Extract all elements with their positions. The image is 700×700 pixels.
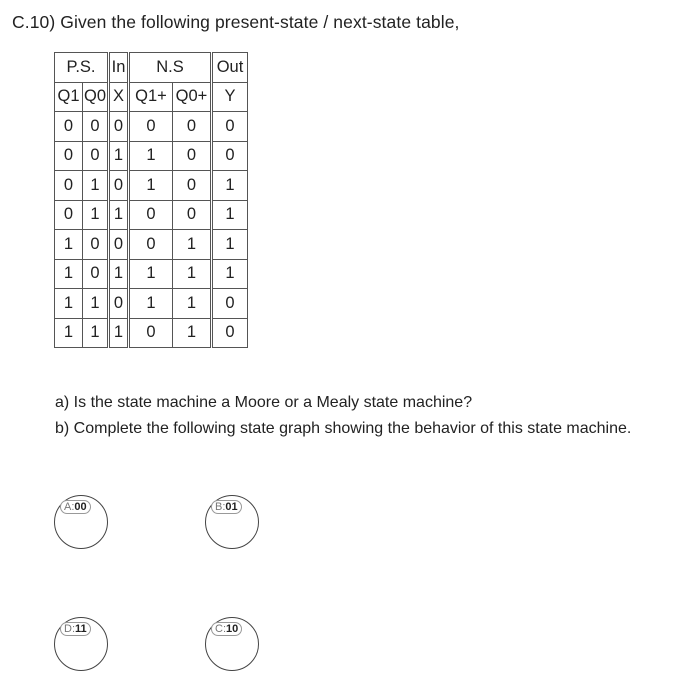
table-cell: 0 [55, 112, 83, 142]
column-header: X [109, 82, 129, 112]
table-cell: 0 [129, 230, 173, 260]
table-cell: 1 [173, 259, 212, 289]
table-cell: 1 [55, 259, 83, 289]
table-cell: 1 [173, 289, 212, 319]
column-header: Q1+ [129, 82, 173, 112]
table-cell: 1 [55, 230, 83, 260]
table-row [55, 289, 248, 319]
table-cell: 1 [83, 171, 109, 201]
state-label-a: A:00 [60, 500, 91, 514]
table-cell: 0 [173, 200, 212, 230]
table-cell: 0 [109, 230, 129, 260]
table-cell: 1 [109, 259, 129, 289]
table-cell: 1 [212, 200, 248, 230]
table-cell: 1 [109, 141, 129, 171]
table-row [55, 230, 248, 260]
table-cell: 1 [55, 318, 83, 348]
table-cell: 1 [173, 318, 212, 348]
table-cell: 0 [212, 141, 248, 171]
table-cell: 0 [212, 318, 248, 348]
table-cell: 0 [83, 141, 109, 171]
column-header: Q0 [83, 82, 109, 112]
table-column-header-row [55, 82, 248, 112]
table-cell: 1 [129, 289, 173, 319]
state-table [54, 52, 248, 348]
table-cell: 0 [212, 112, 248, 142]
table-cell: 0 [173, 141, 212, 171]
table-cell: 0 [173, 112, 212, 142]
table-cell: 0 [55, 171, 83, 201]
table-cell: 1 [83, 289, 109, 319]
state-node-b [205, 495, 259, 549]
table-cell: 0 [109, 171, 129, 201]
table-cell: 1 [55, 289, 83, 319]
question-heading: C.10) Given the following present-state / next-state table, [12, 12, 460, 32]
table-cell: 1 [173, 230, 212, 260]
table-row [55, 200, 248, 230]
table-row [55, 259, 248, 289]
state-label-b: B:01 [211, 500, 242, 514]
table-cell: 1 [212, 230, 248, 260]
state-label-c: C:10 [211, 622, 242, 636]
table-cell: 0 [129, 112, 173, 142]
question-b: b) Complete the following state graph showing the behavior of this state machine. [55, 420, 632, 437]
question-a: a) Is the state machine a Moore or a Mealy state machine? [55, 394, 473, 411]
column-header: Q1 [55, 82, 83, 112]
group-header-next-state: N.S [129, 53, 212, 83]
table-cell: 1 [83, 200, 109, 230]
state-node-d [54, 617, 108, 671]
state-node-a [54, 495, 108, 549]
table-cell: 1 [212, 171, 248, 201]
group-header-present-state: P.S. [55, 53, 109, 83]
table-cell: 0 [83, 259, 109, 289]
table-cell: 1 [129, 259, 173, 289]
group-header-input: In [109, 53, 129, 83]
table-cell: 0 [173, 171, 212, 201]
table-cell: 1 [129, 171, 173, 201]
state-label-d: D:11 [60, 622, 91, 636]
column-header: Q0+ [173, 82, 212, 112]
state-node-c [205, 617, 259, 671]
table-cell: 0 [55, 200, 83, 230]
table-row [55, 318, 248, 348]
table-cell: 1 [212, 259, 248, 289]
table-row [55, 112, 248, 142]
table-cell: 0 [109, 112, 129, 142]
table-cell: 0 [212, 289, 248, 319]
table-cell: 1 [109, 200, 129, 230]
table-row [55, 171, 248, 201]
table-cell: 1 [83, 318, 109, 348]
table-cell: 0 [83, 230, 109, 260]
group-header-output: Out [212, 53, 248, 83]
table-cell: 0 [55, 141, 83, 171]
table-cell: 0 [129, 200, 173, 230]
table-group-header-row [55, 53, 248, 83]
table-cell: 1 [129, 141, 173, 171]
questions-block [55, 390, 631, 442]
table-cell: 0 [83, 112, 109, 142]
table-cell: 0 [109, 289, 129, 319]
column-header: Y [212, 82, 248, 112]
table-cell: 1 [109, 318, 129, 348]
table-row [55, 141, 248, 171]
table-cell: 0 [129, 318, 173, 348]
